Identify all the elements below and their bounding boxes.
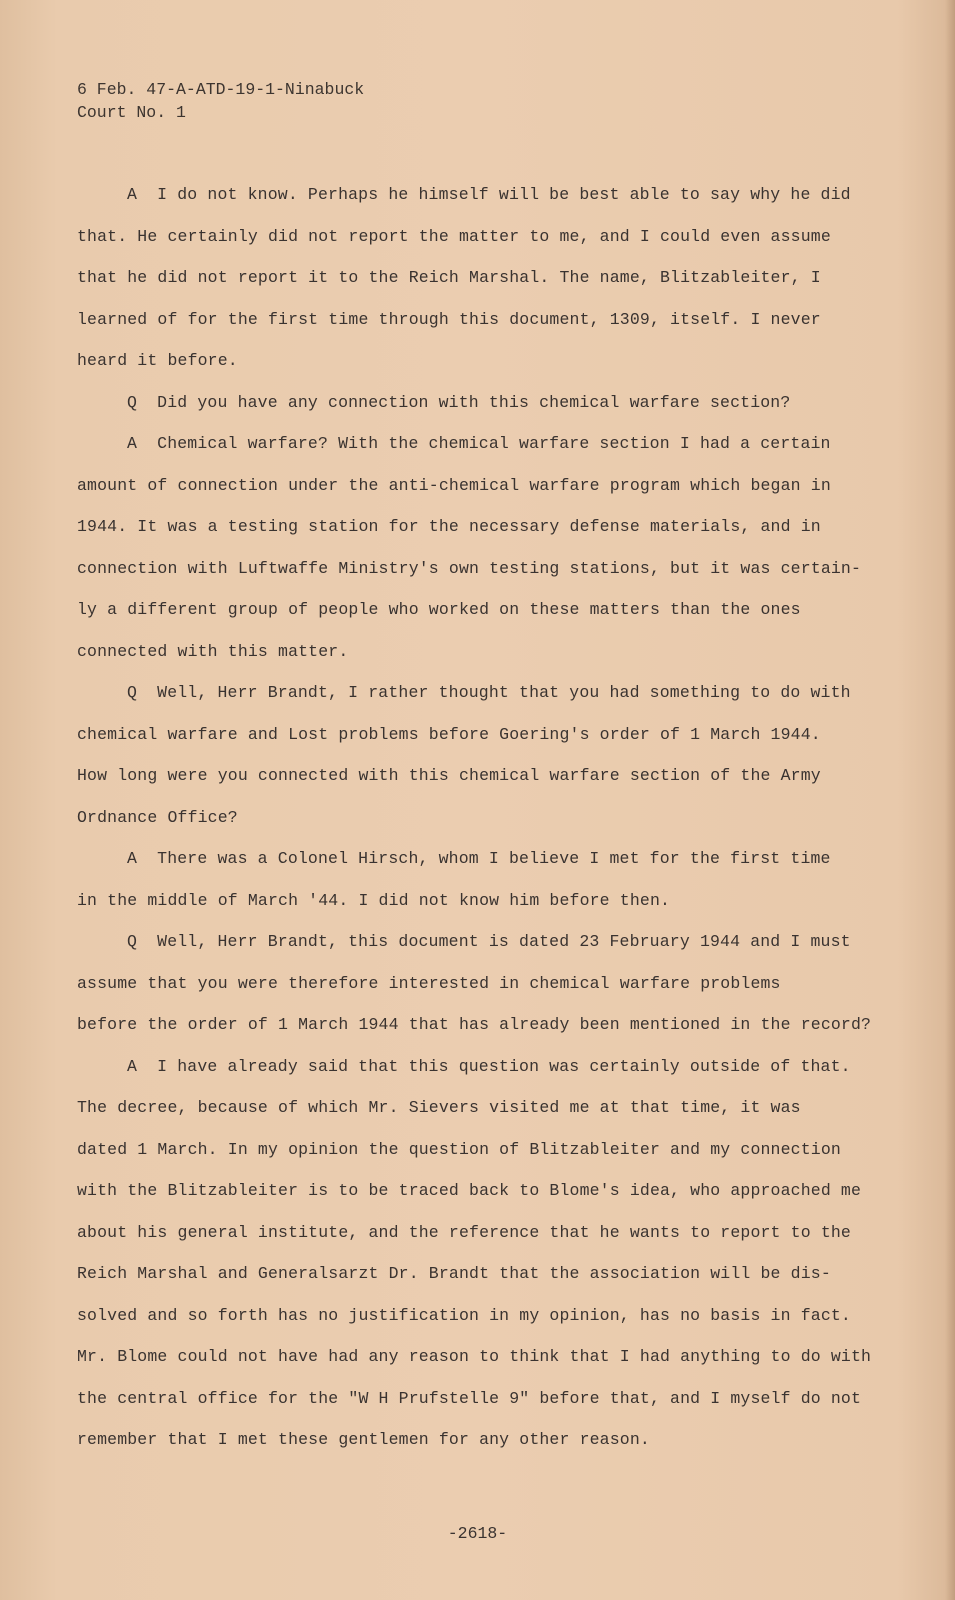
transcript-line: before the order of 1 March 1944 that has already been mentioned in the record?: [77, 1015, 872, 1034]
transcript-line: 1944. It was a testing station for the necessary defense materials, and in: [77, 517, 821, 536]
transcript-line: remember that I met these gentlemen for any other reason.: [77, 1430, 650, 1449]
transcript-line: chemical warfare and Lost problems before Goering's order of 1 March 1944.: [77, 724, 821, 744]
header-court-line: Court No. 1: [77, 103, 186, 122]
transcript-line: Mr. Blome could not have had any reason to think that I had anything to do with: [77, 1347, 872, 1366]
page-number: -2618-: [447, 1524, 508, 1543]
transcript-line: learned of for the first time through this document, 1309, itself. I never: [77, 309, 821, 329]
transcript-line: Reich Marshal and Generalsarzt Dr. Brandt that the association will be dis-: [77, 1264, 831, 1283]
transcript-line: A I do not know. Perhaps he himself will be best able to say why he did: [127, 185, 851, 204]
transcript-line: heard it before.: [77, 351, 238, 370]
transcript-line: The decree, because of which Mr. Sievers visited me at that time, it was: [77, 1098, 801, 1117]
document-header: [77, 78, 364, 124]
transcript-line: Q Well, Herr Brandt, I rather thought that you had something to do with: [127, 683, 851, 702]
transcript-line: amount of connection under the anti-chemical warfare program which began in: [77, 475, 831, 495]
transcript-line: How long were you connected with this chemical warfare section of the Army: [77, 766, 821, 785]
header-reference-line: 6 Feb. 47-A-ATD-19-1-Ninabuck: [77, 80, 365, 99]
transcript-line: Ordnance Office?: [77, 807, 238, 827]
page-edge-shadow: [945, 0, 955, 1600]
transcript-line: ly a different group of people who worked on these matters than the ones: [77, 600, 801, 619]
transcript-line: solved and so forth has no justification in my opinion, has no basis in fact.: [77, 1305, 851, 1325]
transcript-line: A Chemical warfare? With the chemical warfare section I had a certain: [127, 434, 831, 453]
transcript-line: connection with Luftwaffe Ministry's own testing stations, but it was certain-: [77, 558, 862, 578]
transcript-line: that he did not report it to the Reich Marshal. The name, Blitzableiter, I: [77, 268, 821, 287]
transcript-line: with the Blitzableiter is to be traced back to Blome's idea, who approached me: [77, 1181, 862, 1200]
transcript-line: Q Did you have any connection with this chemical warfare section?: [127, 392, 791, 412]
transcript-line: A I have already said that this question was certainly outside of that.: [127, 1056, 851, 1076]
transcript-line: about his general institute, and the reference that he wants to report to the: [77, 1222, 851, 1242]
transcript-line: the central office for the "W H Prufstelle 9" before that, and I myself do not: [77, 1388, 862, 1408]
transcript-line: dated 1 March. In my opinion the question of Blitzableiter and my connection: [77, 1139, 841, 1159]
transcript-line: Q Well, Herr Brandt, this document is dated 23 February 1944 and I must: [127, 932, 851, 951]
transcript-line: connected with this matter.: [77, 641, 349, 661]
transcript-line: that. He certainly did not report the matter to me, and I could even assume: [77, 226, 831, 246]
transcript-line: assume that you were therefore interested in chemical warfare problems: [77, 973, 781, 993]
transcript-line: A There was a Colonel Hirsch, whom I believe I met for the first time: [127, 849, 831, 868]
transcript-line: in the middle of March '44. I did not know him before then.: [77, 890, 671, 910]
transcript-body: [77, 174, 877, 1461]
